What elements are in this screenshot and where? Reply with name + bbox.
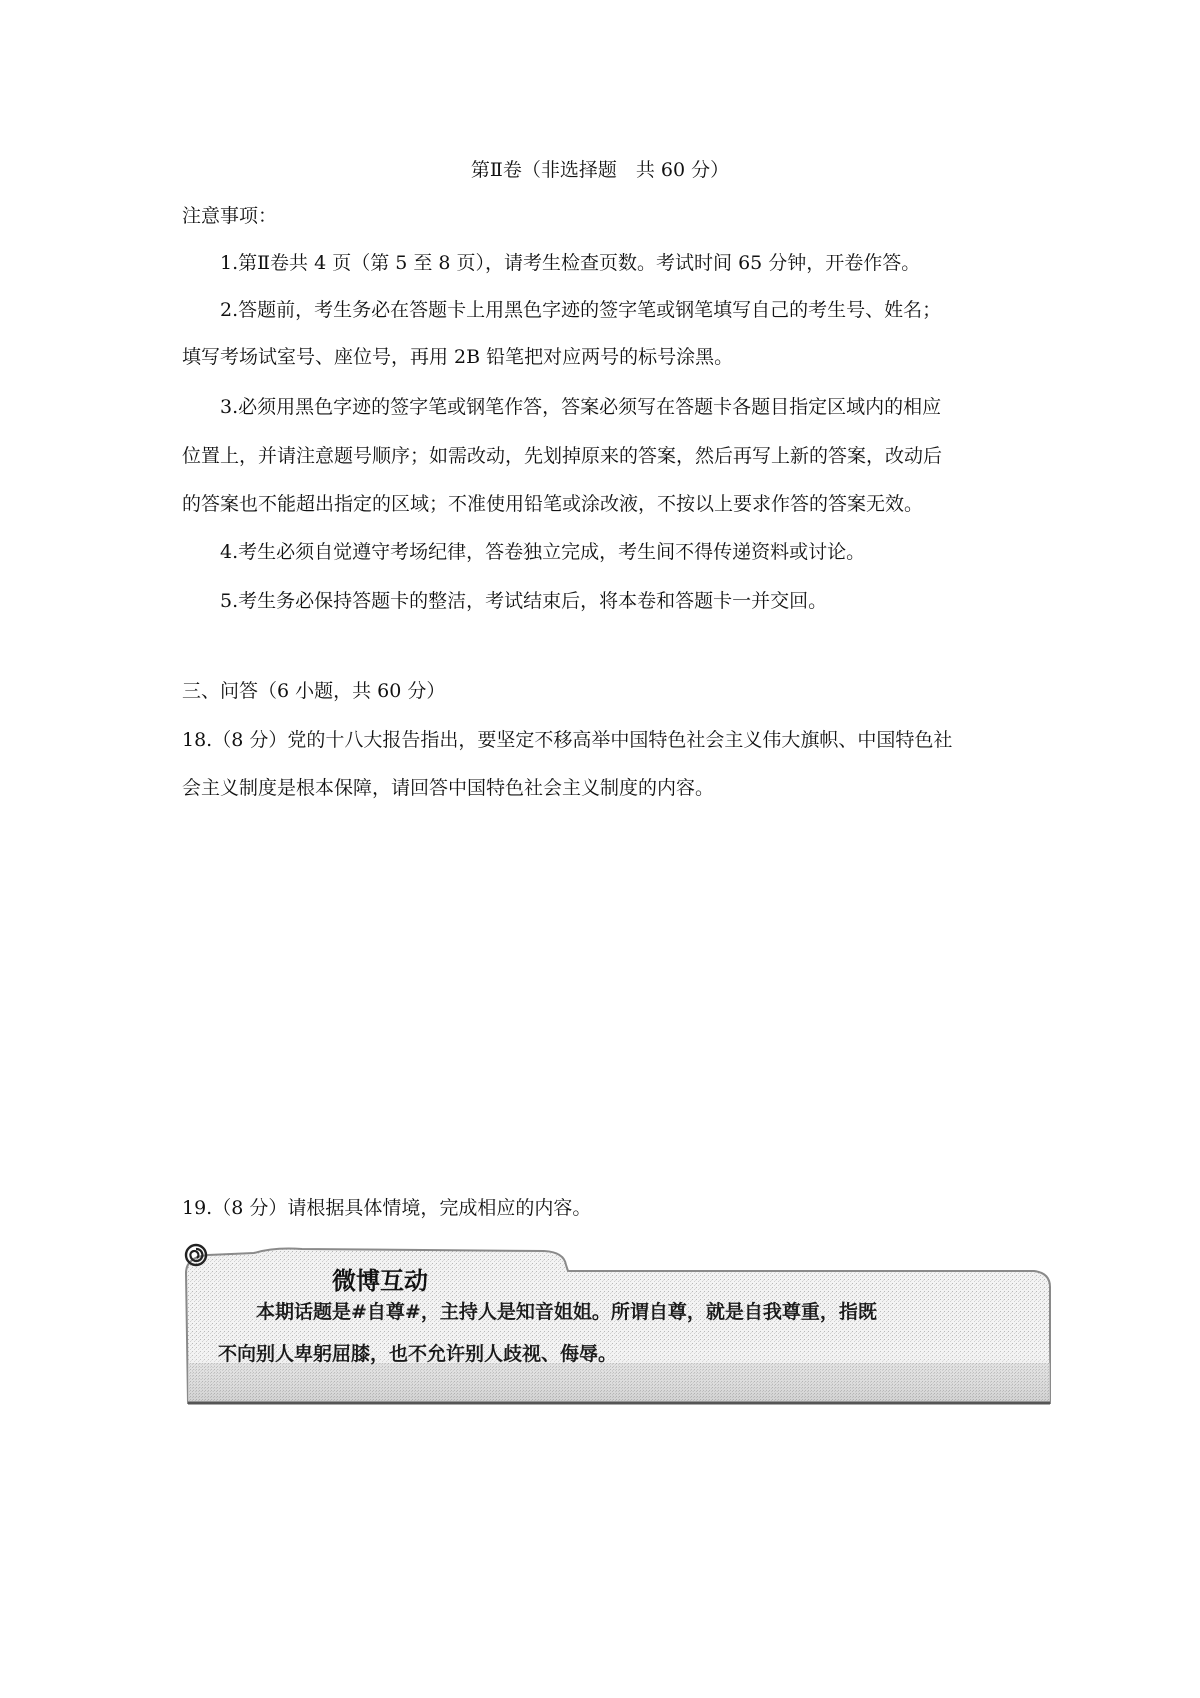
notice-2-cont: 填写考场试室号、座位号，再用 2B 铅笔把对应两号的标号涂黑。 bbox=[182, 346, 734, 368]
notice-4: 4.考生必须自觉遵守考场纪律，答卷独立完成，考生间不得传递资料或讨论。 bbox=[220, 541, 866, 563]
notice-1: 1.第Ⅱ卷共 4 页（第 5 至 8 页），请考生检查页数。考试时间 65 分钟，开卷作答。 bbox=[220, 252, 921, 274]
question-18-line-2: 会主义制度是根本保障，请回答中国特色社会主义制度的内容。 bbox=[182, 777, 715, 799]
weibo-line-1: 本期话题是#自尊#，主持人是知音姐姐。所谓自尊，就是自我尊重，指既 bbox=[256, 1301, 877, 1323]
weibo-frame bbox=[184, 1243, 1054, 1413]
question-19: 19.（8 分）请根据具体情境，完成相应的内容。 bbox=[182, 1197, 592, 1219]
notice-3-cont-1: 位置上，并请注意题号顺序；如需改动，先划掉原来的答案，然后再写上新的答案，改动后 bbox=[182, 445, 943, 467]
notice-heading: 注意事项： bbox=[182, 205, 278, 227]
notice-5: 5.考生务必保持答题卡的整洁，考试结束后，将本卷和答题卡一并交回。 bbox=[220, 590, 828, 612]
part-heading: 三、问答（6 小题，共 60 分） bbox=[182, 680, 446, 702]
section-title: 第Ⅱ卷（非选择题 共 60 分） bbox=[470, 159, 730, 181]
notice-2: 2.答题前，考生务必在答题卡上用黑色字迹的签字笔或钢笔填写自己的考生号、姓名； bbox=[220, 299, 942, 321]
notice-3: 3.必须用黑色字迹的签字笔或钢笔作答，答案必须写在答题卡各题目指定区域内的相应 bbox=[220, 396, 942, 418]
weibo-line-2: 不向别人卑躬屈膝，也不允许别人歧视、侮辱。 bbox=[218, 1343, 618, 1365]
notice-3-cont-2: 的答案也不能超出指定的区域；不准使用铅笔或涂改液，不按以上要求作答的答案无效。 bbox=[182, 493, 924, 515]
question-18-line-1: 18.（8 分）党的十八大报告指出，要坚定不移高举中国特色社会主义伟大旗帜、中国特色社 bbox=[182, 729, 953, 751]
weibo-box bbox=[184, 1243, 1054, 1413]
spiral-icon bbox=[184, 1243, 208, 1267]
weibo-title: 微博互动 bbox=[332, 1266, 428, 1295]
